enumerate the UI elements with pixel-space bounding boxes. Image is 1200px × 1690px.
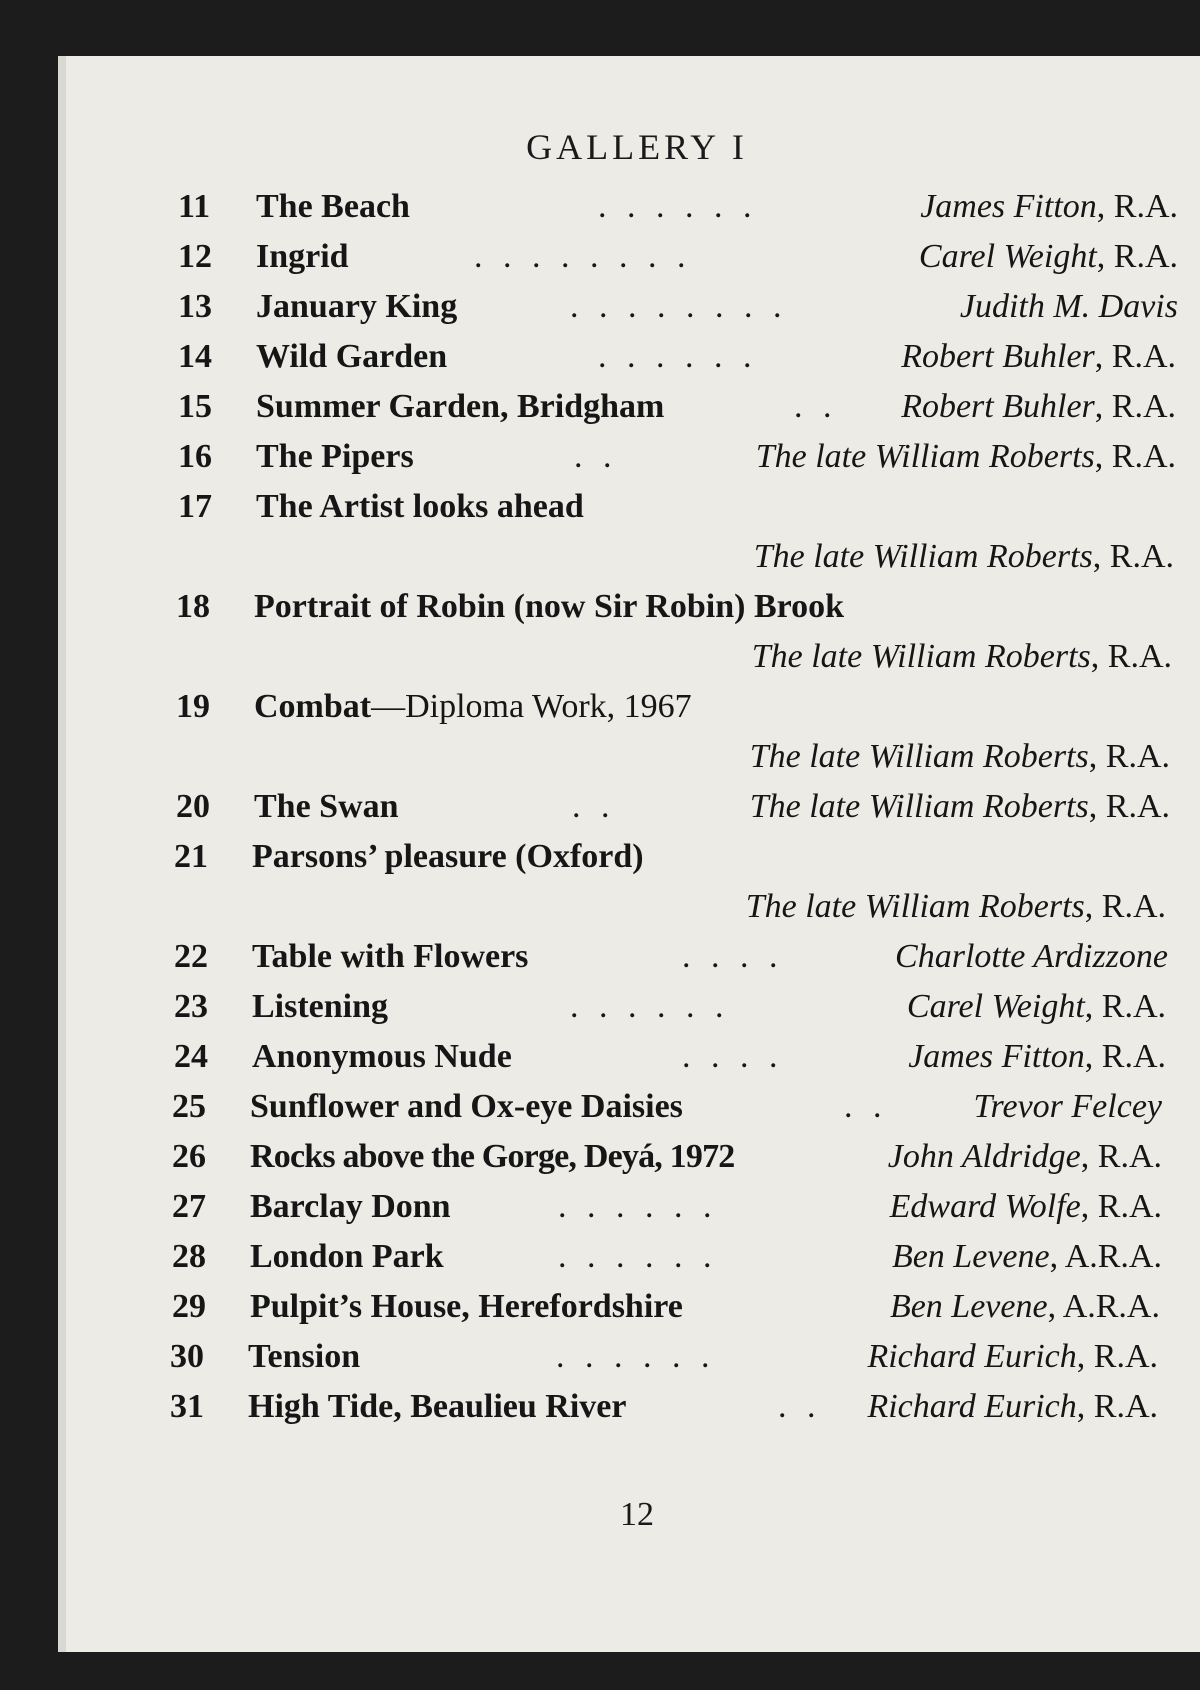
entry-artist — [907, 984, 1166, 1030]
artist-suffix: , R.A. — [1094, 438, 1176, 475]
entry-row — [170, 1334, 1158, 1380]
entry-row — [178, 284, 1178, 330]
leader-dots: . . . . . . — [598, 338, 758, 375]
artist-name: Ben Levene — [891, 1238, 1050, 1275]
entry-title: The Beach — [256, 188, 410, 225]
entry-artist — [908, 1034, 1166, 1080]
entry-artist-line — [176, 734, 1170, 780]
leader-dots: . . — [778, 1388, 822, 1425]
entry-row — [176, 684, 1172, 730]
artist-suffix: , R.A. — [1088, 788, 1170, 825]
artist-suffix: , A.R.A. — [1047, 1288, 1160, 1325]
entry-number: 20 — [176, 788, 210, 825]
page-title: GALLERY I — [526, 127, 748, 167]
entry-title: January King — [256, 288, 458, 325]
entry-row — [172, 1184, 1162, 1230]
entry-number: 27 — [172, 1188, 206, 1225]
entry-number: 23 — [174, 988, 208, 1025]
entry-number: 15 — [178, 388, 212, 425]
artist-suffix: , A.R.A. — [1049, 1238, 1162, 1275]
entry-row — [172, 1234, 1162, 1280]
entry-title: London Park — [250, 1238, 444, 1275]
entry-artist — [919, 234, 1178, 280]
entry-number: 11 — [178, 188, 211, 225]
leader-dots: . . . . . . . . — [570, 288, 788, 325]
entry-number: 29 — [172, 1288, 206, 1325]
entry-row — [174, 934, 1168, 980]
entry-row — [172, 1284, 1160, 1330]
entry-artist — [901, 384, 1176, 430]
entry-title: Rocks above the Gorge, Deyá, 1972 — [250, 1138, 735, 1175]
artist-name: Richard Eurich — [867, 1338, 1077, 1375]
entry-title: The Pipers — [256, 438, 414, 475]
page-number: 12 — [620, 1496, 654, 1533]
artist-suffix: , R.A. — [1088, 738, 1170, 775]
entry-number: 24 — [174, 1038, 208, 1075]
entry-artist — [892, 1234, 1162, 1280]
entry-artist — [756, 434, 1176, 480]
entry-artist-line — [178, 534, 1174, 580]
entry-title: Table with Flowers — [252, 938, 529, 975]
artist-name: Robert Buhler — [901, 338, 1095, 375]
leader-dots: . . — [844, 1088, 888, 1125]
entry-number: 25 — [172, 1088, 206, 1125]
entry-title: Tension — [248, 1338, 361, 1375]
entry-artist — [895, 934, 1168, 980]
leader-dots: . . . . . . — [556, 1338, 716, 1375]
artist-name: John Aldridge — [887, 1138, 1081, 1175]
leader-dots: . . — [574, 438, 618, 475]
artist-suffix: , R.A. — [1084, 888, 1166, 925]
entry-title: Sunflower and Ox-eye Daisies — [250, 1088, 683, 1125]
entry-row — [178, 384, 1176, 430]
entry-number: 21 — [174, 838, 208, 875]
entry-number: 22 — [174, 938, 208, 975]
entry-number: 26 — [172, 1138, 206, 1175]
entry-row — [174, 984, 1166, 1030]
entry-row — [176, 584, 1172, 630]
artist-suffix: , R.A. — [1076, 1388, 1158, 1425]
leader-dots: . . — [794, 388, 838, 425]
entry-title: Portrait of Robin (now Sir Robin) Brook — [254, 588, 845, 625]
artist-name: The late William Roberts — [749, 738, 1089, 775]
entry-number: 28 — [172, 1238, 206, 1275]
artist-name: The late William Roberts — [753, 538, 1093, 575]
artist-name: Robert Buhler — [901, 388, 1095, 425]
entry-artist — [867, 1334, 1158, 1380]
catalogue-page — [58, 56, 1200, 1652]
artist-suffix: , R.A. — [1076, 1338, 1158, 1375]
artist-name: Carel Weight — [918, 238, 1097, 275]
entry-artist — [960, 284, 1178, 330]
artist-suffix: , R.A. — [1096, 188, 1178, 225]
entry-artist — [746, 884, 1166, 930]
entry-title: The Artist looks ahead — [256, 488, 584, 525]
entry-artist-line — [174, 884, 1166, 930]
artist-suffix: , R.A. — [1092, 538, 1174, 575]
artist-name: Edward Wolfe — [889, 1188, 1081, 1225]
entry-title: Listening — [252, 988, 389, 1025]
artist-suffix: , R.A. — [1080, 1188, 1162, 1225]
entry-title: The Swan — [254, 788, 399, 825]
entry-row — [176, 784, 1170, 830]
entry-artist — [890, 1184, 1162, 1230]
entry-title: Wild Garden — [256, 338, 448, 375]
leader-dots: . . — [572, 788, 616, 825]
artist-suffix: , R.A. — [1096, 238, 1178, 275]
entry-list — [66, 56, 1200, 1652]
entry-title — [254, 684, 692, 730]
entry-row — [178, 234, 1178, 280]
leader-dots: . . . . . . . . — [474, 238, 692, 275]
entry-number: 17 — [178, 488, 212, 525]
entry-number: 14 — [178, 338, 212, 375]
entry-row — [178, 334, 1176, 380]
entry-title: Summer Garden, Bridgham — [256, 388, 665, 425]
entry-artist — [750, 784, 1170, 830]
artist-name: Carel Weight — [906, 988, 1085, 1025]
entry-row — [174, 1034, 1166, 1080]
artist-suffix: , R.A. — [1084, 988, 1166, 1025]
entry-artist — [754, 534, 1174, 580]
entry-title: Anonymous Nude — [252, 1038, 512, 1075]
leader-dots: . . . . — [682, 938, 784, 975]
entry-number: 30 — [170, 1338, 204, 1375]
entry-row — [178, 434, 1176, 480]
entry-title: Ingrid — [256, 238, 349, 275]
entry-artist — [901, 334, 1176, 380]
leader-dots: . . . . . . — [570, 988, 730, 1025]
entry-row — [172, 1084, 1162, 1130]
entry-title: Pulpit’s House, Herefordshire — [250, 1288, 683, 1325]
artist-name: The late William Roberts — [749, 788, 1089, 825]
artist-name: The late William Roberts — [751, 638, 1091, 675]
artist-name: The late William Roberts — [745, 888, 1085, 925]
entry-title: Barclay Donn — [250, 1188, 451, 1225]
artist-name: Charlotte Ardizzone — [895, 938, 1168, 975]
artist-suffix: , R.A. — [1080, 1138, 1162, 1175]
entry-artist — [890, 1284, 1160, 1330]
entry-number: 19 — [176, 688, 210, 725]
entry-artist — [920, 184, 1178, 230]
entry-number: 18 — [176, 588, 210, 625]
artist-name: James Fitton — [920, 188, 1097, 225]
entry-row — [170, 1384, 1158, 1430]
entry-artist — [888, 1134, 1162, 1180]
entry-title-extra: —Diploma Work, 1967 — [371, 688, 692, 725]
entry-row — [174, 834, 1168, 880]
entry-row — [178, 184, 1178, 230]
artist-suffix: , R.A. — [1094, 388, 1176, 425]
artist-name: The late William Roberts — [755, 438, 1095, 475]
entry-row — [178, 484, 1176, 530]
artist-name: Richard Eurich — [867, 1388, 1077, 1425]
artist-suffix: , R.A. — [1094, 338, 1176, 375]
artist-suffix: , R.A. — [1084, 1038, 1166, 1075]
entry-artist — [752, 634, 1172, 680]
leader-dots: . . . . . . — [558, 1238, 718, 1275]
leader-dots: . . . . . . — [558, 1188, 718, 1225]
entry-number: 13 — [178, 288, 212, 325]
artist-name: James Fitton — [908, 1038, 1085, 1075]
artist-name: Trevor Felcey — [973, 1088, 1162, 1125]
leader-dots: . . . . — [682, 1038, 784, 1075]
entry-number: 16 — [178, 438, 212, 475]
entry-artist — [867, 1384, 1158, 1430]
artist-suffix: , R.A. — [1090, 638, 1172, 675]
entry-artist — [974, 1084, 1163, 1130]
leader-dots: . . . . . . — [598, 188, 758, 225]
entry-number: 12 — [178, 238, 212, 275]
entry-title: Parsons’ pleasure (Oxford) — [252, 838, 644, 875]
entry-artist — [750, 734, 1170, 780]
entry-number: 31 — [170, 1388, 204, 1425]
entry-artist-line — [176, 634, 1172, 680]
artist-name: Ben Levene — [889, 1288, 1048, 1325]
entry-title-main: Combat — [254, 688, 372, 725]
entry-row — [172, 1134, 1162, 1180]
entry-title: High Tide, Beaulieu River — [248, 1388, 627, 1425]
artist-name: Judith M. Davis — [959, 288, 1178, 325]
